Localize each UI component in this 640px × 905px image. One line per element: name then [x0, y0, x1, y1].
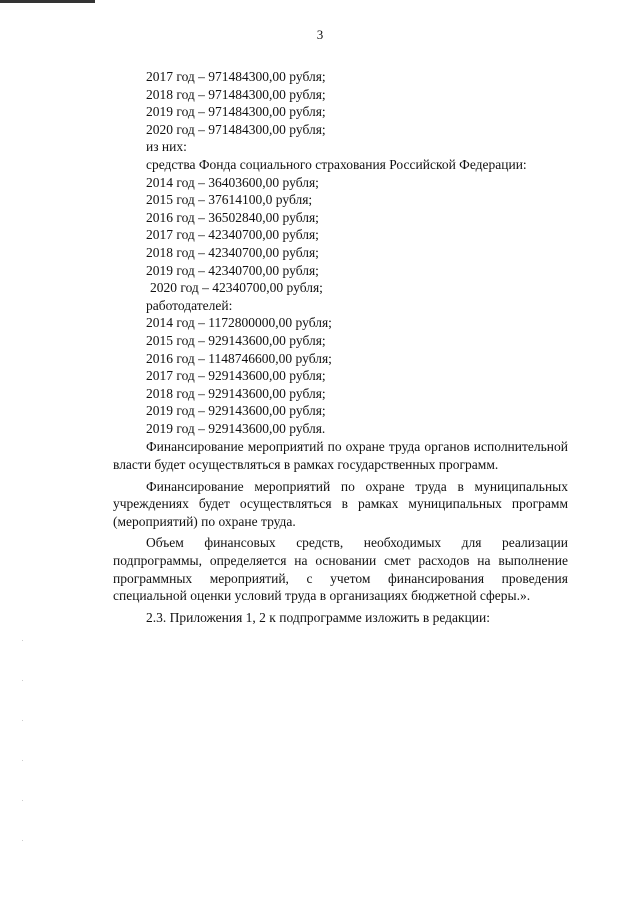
- text-line: 2019 год – 929143600,00 рубля.: [146, 420, 326, 436]
- text-line: 2018 год – 42340700,00 рубля;: [146, 244, 319, 260]
- text-line: 2020 год – 42340700,00 рубля;: [150, 280, 323, 296]
- text-line: 2018 год – 971484300,00 рубля;: [146, 86, 326, 102]
- text-line: 2020 год – 971484300,00 рубля;: [146, 121, 326, 137]
- text-line: 2014 год – 36403600,00 рубля;: [146, 174, 319, 190]
- text-line: работодателей:: [146, 297, 233, 313]
- text-line: средства Фонда социального страхования Российской Федерации:: [146, 156, 527, 172]
- text-line: 2015 год – 929143600,00 рубля;: [146, 332, 326, 348]
- document-body: [113, 68, 568, 626]
- text-line: 2016 год – 1148746600,00 рубля;: [146, 350, 332, 366]
- text-line: 2015 год – 37614100,0 рубля;: [146, 192, 313, 208]
- text-line: 2019 год – 971484300,00 рубля;: [146, 104, 326, 120]
- text-line: 2017 год – 929143600,00 рубля;: [146, 368, 326, 384]
- paragraph: Финансирование мероприятий по охране труда органов исполнительной власти будет осуществляться в рамках государственных программ.: [113, 439, 568, 473]
- text-line: из них:: [146, 139, 187, 155]
- scan-edge-mark: [0, 0, 95, 3]
- scan-margin-dots: [22, 640, 26, 890]
- text-line: 2017 год – 971484300,00 рубля;: [146, 69, 326, 84]
- paragraph: 2.3. Приложения 1, 2 к подпрограмме изложить в редакции:: [146, 609, 490, 625]
- paragraph: Финансирование мероприятий по охране труда в муниципальных учреждениях будет осуществляться в рамках муниципальных программ (мероприятий) по охране труда.: [113, 478, 568, 529]
- text-line: 2014 год – 1172800000,00 рубля;: [146, 315, 332, 331]
- text-line: 2016 год – 36502840,00 рубля;: [146, 209, 319, 225]
- text-line: 2018 год – 929143600,00 рубля;: [146, 385, 326, 401]
- text-line: 2019 год – 42340700,00 рубля;: [146, 262, 319, 278]
- text-line: 2019 год – 929143600,00 рубля;: [146, 403, 326, 419]
- page-number: 3: [316, 27, 324, 42]
- paragraph: Объем финансовых средств, необходимых для реализации подпрограммы, определяется на основании смет расходов на выполнение программных мероприятий, с учетом финансирования проведения специальной оценки условий труда в организациях бюджетной сферы.».: [113, 535, 568, 604]
- text-line: 2017 год – 42340700,00 рубля;: [146, 227, 319, 243]
